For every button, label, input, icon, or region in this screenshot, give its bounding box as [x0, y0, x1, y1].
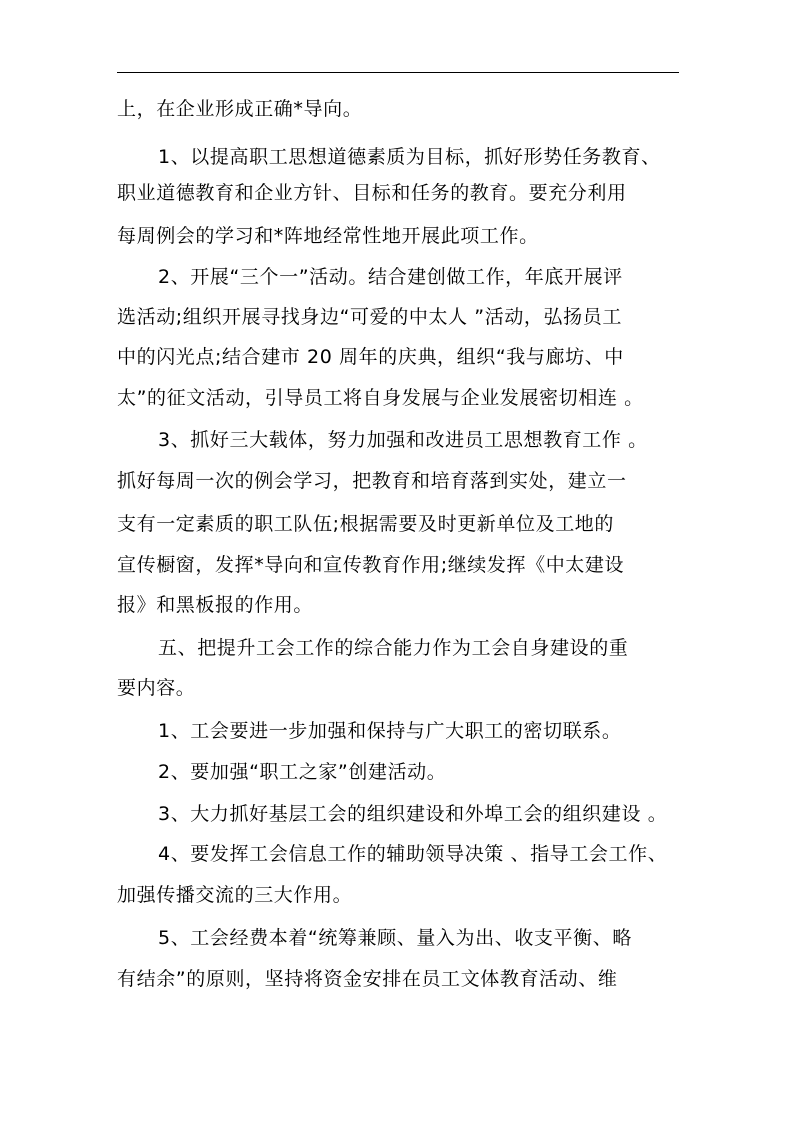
text-line: 5、工会经费本着“统筹兼顾、量入为出、收支平衡、略 — [158, 927, 632, 949]
text-line: 加强传播交流的三大作用。 — [117, 884, 353, 906]
text-line: 报》和黑板报的作用。 — [117, 594, 314, 616]
text-line: 3、大力抓好基层工会的组织建设和外埠工会的组织建设 。 — [158, 803, 668, 825]
text-line: 五、把提升工会工作的综合能力作为工会自身建设的重 — [158, 637, 629, 659]
text-line: 1、以提高职工思想道德素质为目标，抓好形势任务教育、 — [158, 146, 661, 168]
text-line: 抓好每周一次的例会学习，把教育和培育落到实处，建立一 — [117, 470, 627, 492]
text-line: 职业道德教育和企业方针、目标和任务的教育。要充分利用 — [117, 182, 627, 204]
text-line: 3、抓好三大载体，努力加强和改进员工思想教育工作 。 — [158, 429, 648, 451]
text-line: 2、要加强“职工之家”创建活动。 — [158, 761, 447, 783]
text-line: 支有一定素质的职工队伍;根据需要及时更新单位及工地的 — [117, 513, 615, 535]
text-line: 选活动;组织开展寻找身边“可爱的中太人 ”活动，弘扬员工 — [117, 306, 622, 328]
text-line: 太”的征文活动，引导员工将自身发展与企业发展密切相连 。 — [117, 387, 644, 409]
text-line: 每周例会的学习和*阵地经常性地开展此项工作。 — [117, 225, 539, 247]
text-line: 1、工会要进一步加强和保持与广大职工的密切联系。 — [158, 720, 622, 742]
text-line: 上，在企业形成正确*导向。 — [117, 98, 363, 120]
header-rule — [117, 72, 679, 73]
text-line: 宣传橱窗，发挥*导向和宣传教育作用;继续发挥《中太建设 — [117, 554, 625, 576]
text-line: 有结余”的原则，坚持将资金安排在员工文体教育活动、维 — [117, 968, 618, 990]
text-line: 要内容。 — [117, 677, 196, 699]
text-line: 2、开展“三个一”活动。结合建创做工作，年底开展评 — [158, 266, 623, 288]
text-line: 4、要发挥工会信息工作的辅助领导决策 、指导工会工作、 — [158, 843, 668, 865]
text-line: 中的闪光点;结合建市 20 周年的庆典，组织“我与廊坊、中 — [117, 346, 624, 368]
